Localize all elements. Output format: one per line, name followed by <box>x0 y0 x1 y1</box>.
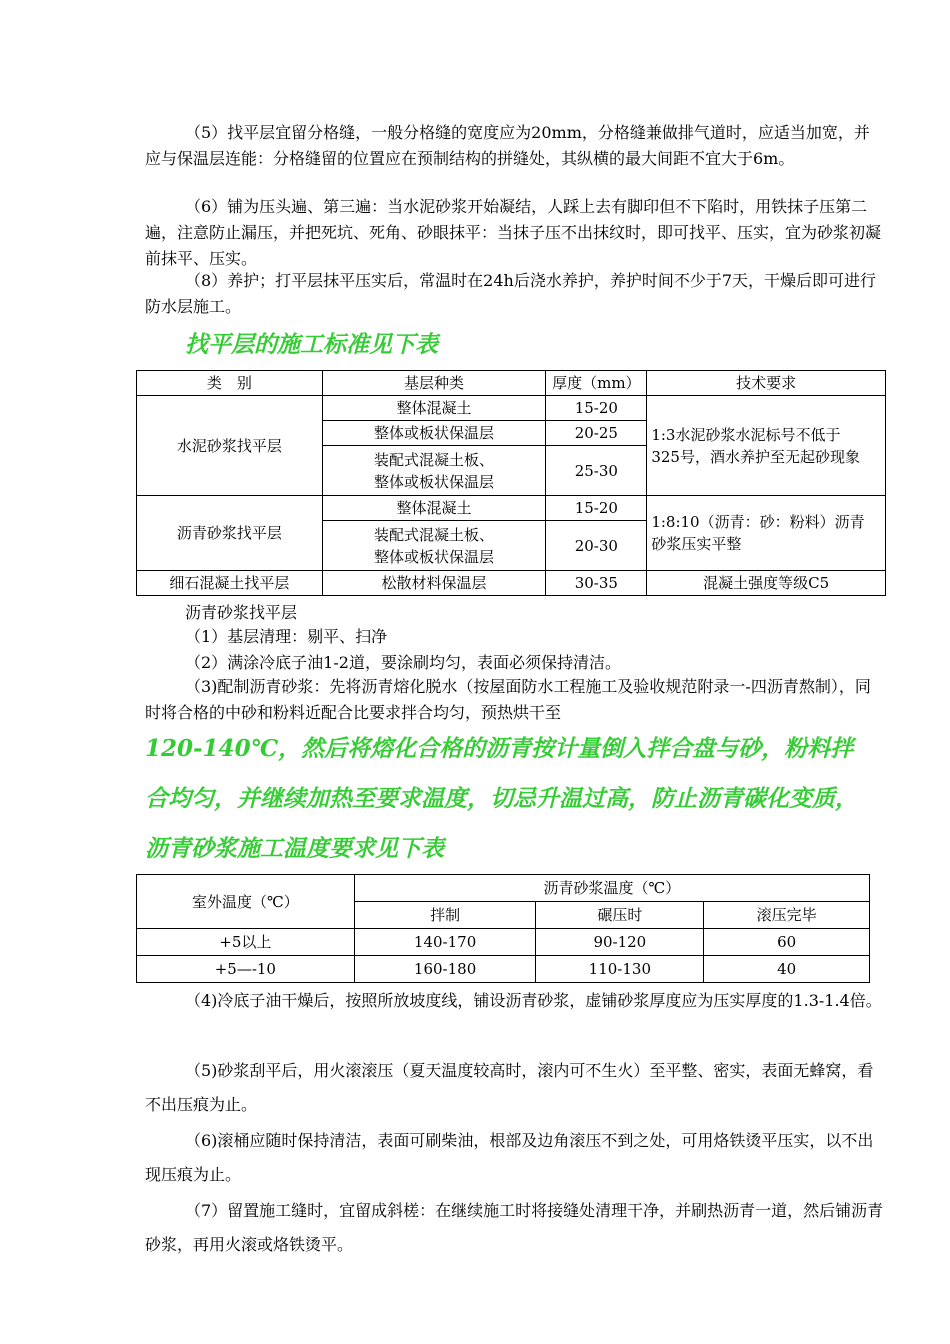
base-line: 整体或板状保温层 <box>374 472 495 491</box>
table-cell: 140-170 <box>354 929 536 956</box>
step-3: （3)配制沥青砂浆：先将沥青熔化脱水（按屋面防水工程施工及验收规范附录一-四沥青熬制），同时将合格的中砂和粉料近配合比要求拌合均匀，预热烘干至 <box>145 677 871 722</box>
subheader-rolling: 碾压时 <box>536 902 704 929</box>
requirement-cell <box>647 396 886 496</box>
base-line: 装配式混凝土板、 <box>374 450 495 469</box>
category-cell: 沥青砂浆找平层 <box>137 496 323 571</box>
section-heading: 沥青砂浆找平层 <box>185 603 298 622</box>
header-mortar-temp: 沥青砂浆温度（℃） <box>354 875 869 902</box>
base-cell: 整体或板状保温层 <box>322 421 546 446</box>
table-cell: +5—-10 <box>137 956 355 983</box>
header-category: 类 别 <box>137 371 323 396</box>
base-line: 装配式混凝土板、 <box>374 525 495 544</box>
header-outdoor-temp: 室外温度（℃） <box>137 875 355 929</box>
category-cell: 水泥砂浆找平层 <box>137 396 323 496</box>
thickness-cell: 15-20 <box>546 396 647 421</box>
subheader-mixing: 拌制 <box>354 902 536 929</box>
table-cell: 110-130 <box>536 956 704 983</box>
requirement-line: 砂浆压实平整 <box>651 535 742 553</box>
green-line-3: 沥青砂浆施工温度要求见下表 <box>145 835 444 862</box>
leveling-standard-table <box>136 370 886 596</box>
table-row <box>137 571 886 596</box>
requirement-line: 1:3水泥砂浆水泥标号不低于 <box>651 425 841 444</box>
header-base: 基层种类 <box>322 371 546 396</box>
table-cell: +5以上 <box>137 929 355 956</box>
step-4: （4)冷底子油干燥后，按照所放坡度线，铺设沥青砂浆，虚铺砂浆厚度应为压实厚度的1.3-1.4倍。 <box>185 991 882 1010</box>
green-line-2: 合均匀，并继续加热至要求温度，切忌升温过高，防止沥青碳化变质， <box>145 785 858 812</box>
table-cell: 40 <box>704 956 870 983</box>
thickness-cell: 25-30 <box>546 446 647 496</box>
table1-title: 找平层的施工标准见下表 <box>185 331 438 358</box>
step-7: （7）留置施工缝时，宜留成斜槎：在继续施工时将接缝处清理干净，并刷热沥青一道，然后铺沥青砂浆，再用火滚或烙铁烫平。 <box>145 1201 884 1254</box>
base-line: 整体或板状保温层 <box>374 547 495 566</box>
base-cell: 整体混凝土 <box>322 396 546 421</box>
base-cell <box>322 446 546 496</box>
step-2: （2）满涂冷底子油1-2道，要涂刷均匀，表面必须保持清洁。 <box>185 653 621 672</box>
table-row <box>137 929 870 956</box>
step-6: （6)滚桶应随时保持清洁，表面可刷柴油，根部及边角滚压不到之处，可用烙铁烫平压实，以不出现压痕为止。 <box>145 1131 874 1184</box>
table-row <box>137 496 886 521</box>
step-1: （1）基层清理：剔平、扫净 <box>185 627 388 646</box>
subheader-finished: 滚压完毕 <box>704 902 870 929</box>
table-cell: 60 <box>704 929 870 956</box>
requirement-cell: 混凝土强度等级C5 <box>647 571 886 596</box>
step-5: （5)砂浆刮平后，用火滚滚压（夏天温度较高时，滚内可不生火）至平整、密实，表面无蜂窝，看不出压痕为止。 <box>145 1061 874 1114</box>
requirement-line: 1:8:10（沥青：砂：粉料）沥青 <box>651 513 865 531</box>
requirement-cell <box>647 496 886 571</box>
thickness-cell: 30-35 <box>546 571 647 596</box>
paragraph-8: （8）养护；打平层抹平压实后，常温时在24h后浇水养护，养护时间不少于7天，干燥后即可进行防水层施工。 <box>145 271 877 316</box>
header-requirement: 技术要求 <box>647 371 886 396</box>
requirement-line: 325号，酒水养护至无起砂现象 <box>651 447 860 466</box>
paragraph-6: （6）铺为压头遍、第三遍：当水泥砂浆开始凝结，人踩上去有脚印但不下陷时，用铁抹子压第二遍，注意防止漏压，并把死坑、死角、砂眼抹平：当抹子压不出抹纹时，即可找平、压实，宜为砂浆初凝前抹平、压实。 <box>145 197 882 268</box>
thickness-cell: 20-25 <box>546 421 647 446</box>
table-header-row <box>137 371 886 396</box>
base-cell: 松散材料保温层 <box>322 571 546 596</box>
category-cell: 细石混凝土找平层 <box>137 571 323 596</box>
table-cell: 90-120 <box>536 929 704 956</box>
asphalt-temperature-table <box>136 874 870 983</box>
table-row <box>137 396 886 421</box>
table-cell: 160-180 <box>354 956 536 983</box>
thickness-cell: 20-30 <box>546 521 647 571</box>
paragraph-5: （5）找平层宜留分格缝，一般分格缝的宽度应为20mm，分格缝兼做排气道时，应适当加宽，并应与保温层连能：分格缝留的位置应在预制结构的拼缝处，其纵横的最大间距不宜大于6m。 <box>145 123 870 168</box>
thickness-cell: 15-20 <box>546 496 647 521</box>
header-thickness: 厚度（mm） <box>546 371 647 396</box>
base-cell <box>322 521 546 571</box>
base-cell: 整体混凝土 <box>322 496 546 521</box>
green-line-1: 120-140℃，然后将熔化合格的沥青按计量倒入拌合盘与砂，粉料拌 <box>145 735 854 762</box>
table-row <box>137 956 870 983</box>
table-header-row <box>137 875 870 902</box>
